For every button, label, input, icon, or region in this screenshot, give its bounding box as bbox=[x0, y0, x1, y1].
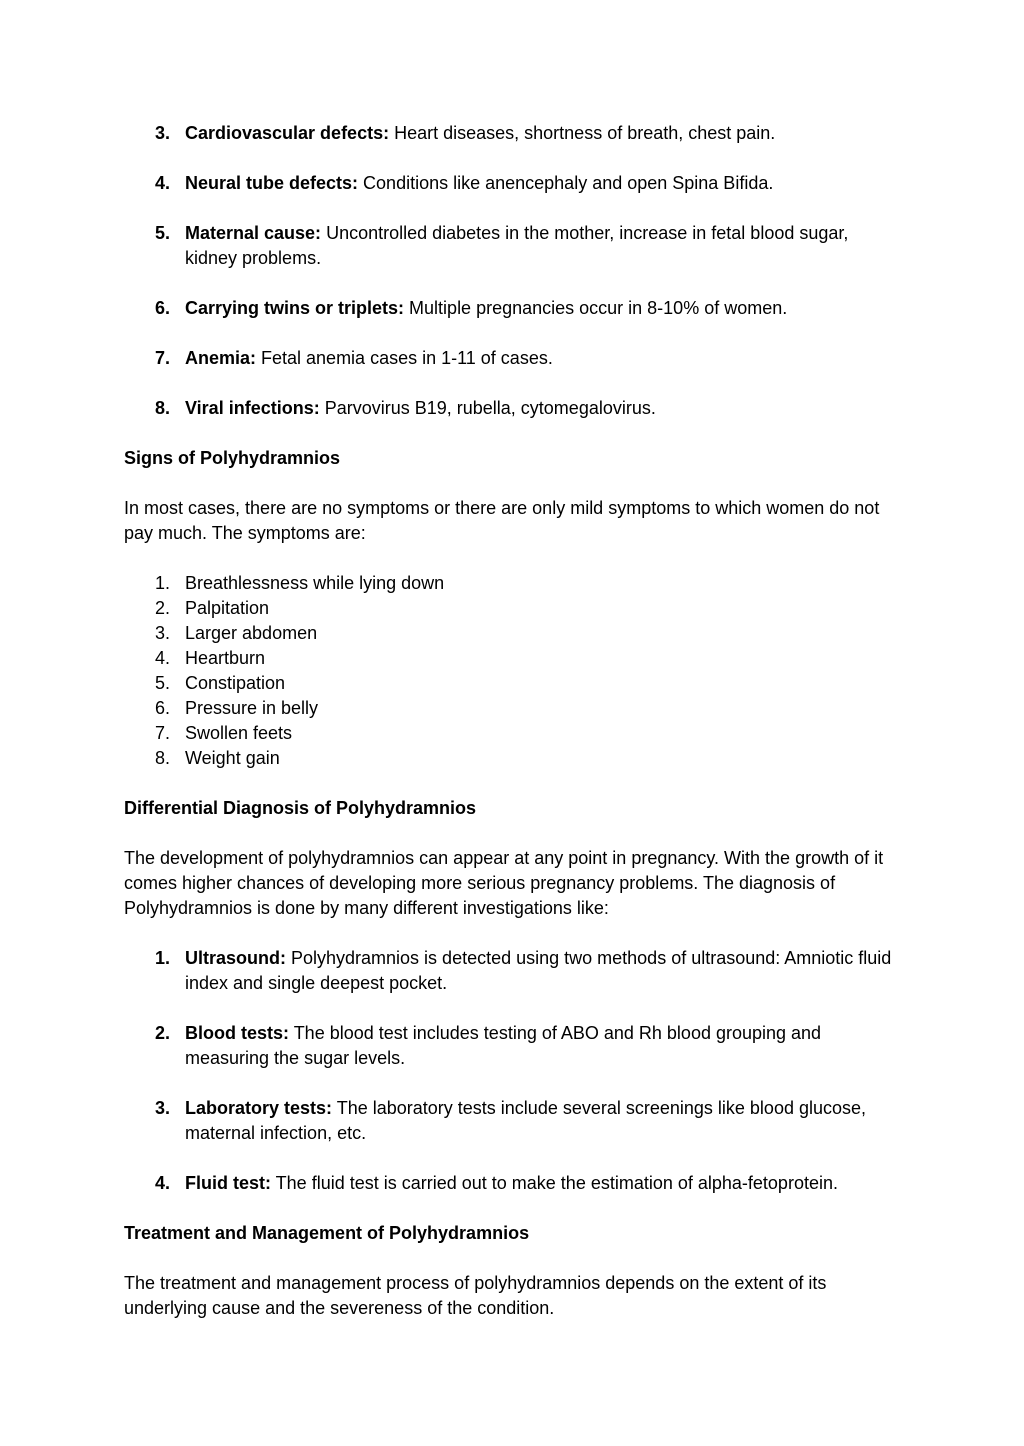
diagnosis-intro: The development of polyhydramnios can appear at any point in pregnancy. With the growth of it comes higher chances of developing more serious pregnancy problems. The diagnosis of Polyhydramnios is done by many different investigations like: bbox=[124, 848, 884, 918]
list-item: 4. Heartburn bbox=[154, 648, 266, 668]
list-item-text: Heart diseases, shortness of breath, chest pain. bbox=[389, 123, 776, 143]
list-item-text: Uncontrolled diabetes in the mother, increase in fetal blood sugar, kidney problems. bbox=[185, 223, 849, 268]
list-item: 6. Pressure in belly bbox=[154, 698, 319, 718]
list-item: 5. Constipation bbox=[154, 673, 286, 693]
list-item: 7. Anemia: Fetal anemia cases in 1-11 of cases. bbox=[154, 348, 553, 368]
list-item-term: Maternal cause: bbox=[185, 223, 322, 243]
list-item: 3. Cardiovascular defects: Heart diseases, shortness of breath, chest pain. bbox=[154, 123, 776, 143]
list-item-term: Fluid test: bbox=[185, 1173, 271, 1193]
list-item-term: Neural tube defects: bbox=[185, 173, 359, 193]
list-item: 1. Ultrasound: Polyhydramnios is detected using two methods of ultrasound: Amniotic fluid index and single deepest pocket. bbox=[154, 948, 892, 993]
list-item-text: The laboratory tests include several screenings like blood glucose, maternal infection, etc. bbox=[185, 1098, 867, 1143]
list-item-text: Fetal anemia cases in 1-11 of cases. bbox=[256, 348, 553, 368]
list-item: 8. Viral infections: Parvovirus B19, rubella, cytomegalovirus. bbox=[154, 398, 656, 418]
list-item: 1. Breathlessness while lying down bbox=[154, 573, 445, 593]
list-item-term: Blood tests: bbox=[185, 1023, 290, 1043]
list-item-text: Conditions like anencephaly and open Spina Bifida. bbox=[358, 173, 774, 193]
list-item-term: Ultrasound: bbox=[185, 948, 286, 968]
causes-list bbox=[124, 121, 894, 421]
document-page bbox=[124, 121, 894, 1346]
list-item-term: Viral infections: bbox=[185, 398, 320, 418]
diagnosis-list bbox=[124, 946, 894, 1196]
section-heading-treatment: Treatment and Management of Polyhydramnios bbox=[124, 1223, 530, 1243]
list-item: 8. Weight gain bbox=[154, 748, 280, 768]
list-item: 4. Neural tube defects: Conditions like anencephaly and open Spina Bifida. bbox=[154, 173, 774, 193]
section-heading-diagnosis: Differential Diagnosis of Polyhydramnios bbox=[124, 798, 477, 818]
list-item: 4. Fluid test: The fluid test is carried out to make the estimation of alpha-fetoprotein. bbox=[154, 1173, 838, 1193]
list-item: 5. Maternal cause: Uncontrolled diabetes in the mother, increase in fetal blood sugar, kidney problems. bbox=[154, 223, 849, 268]
list-item: 2. Palpitation bbox=[154, 598, 270, 618]
list-item-text: Parvovirus B19, rubella, cytomegalovirus. bbox=[319, 398, 656, 418]
list-item: 7. Swollen feets bbox=[154, 723, 293, 743]
list-item-term: Cardiovascular defects: bbox=[185, 123, 390, 143]
list-item: 2. Blood tests: The blood test includes testing of ABO and Rh blood grouping and measuring the sugar levels. bbox=[154, 1023, 822, 1068]
symptoms-list bbox=[124, 571, 894, 771]
list-item-text: The blood test includes testing of ABO and Rh blood grouping and measuring the sugar levels. bbox=[185, 1023, 822, 1068]
list-item-term: Laboratory tests: bbox=[185, 1098, 333, 1118]
list-item-term: Carrying twins or triplets: bbox=[185, 298, 405, 318]
list-item: 3. Larger abdomen bbox=[154, 623, 318, 643]
list-item-text: Multiple pregnancies occur in 8-10% of women. bbox=[404, 298, 788, 318]
list-item-text: The fluid test is carried out to make the estimation of alpha-fetoprotein. bbox=[271, 1173, 838, 1193]
section-heading-signs: Signs of Polyhydramnios bbox=[124, 448, 341, 468]
list-item-term: Anemia: bbox=[185, 348, 257, 368]
list-item: 3. Laboratory tests: The laboratory tests include several screenings like blood glucose, maternal infection, etc. bbox=[154, 1098, 867, 1143]
treatment-intro: The treatment and management process of polyhydramnios depends on the extent of its underlying cause and the severeness of the condition. bbox=[124, 1273, 827, 1318]
list-item: 6. Carrying twins or triplets: Multiple pregnancies occur in 8-10% of women. bbox=[154, 298, 788, 318]
signs-intro: In most cases, there are no symptoms or there are only mild symptoms to which women do not pay much. The symptoms are: bbox=[124, 498, 880, 543]
list-item-text: Polyhydramnios is detected using two methods of ultrasound: Amniotic fluid index and single deepest pocket. bbox=[185, 948, 892, 993]
